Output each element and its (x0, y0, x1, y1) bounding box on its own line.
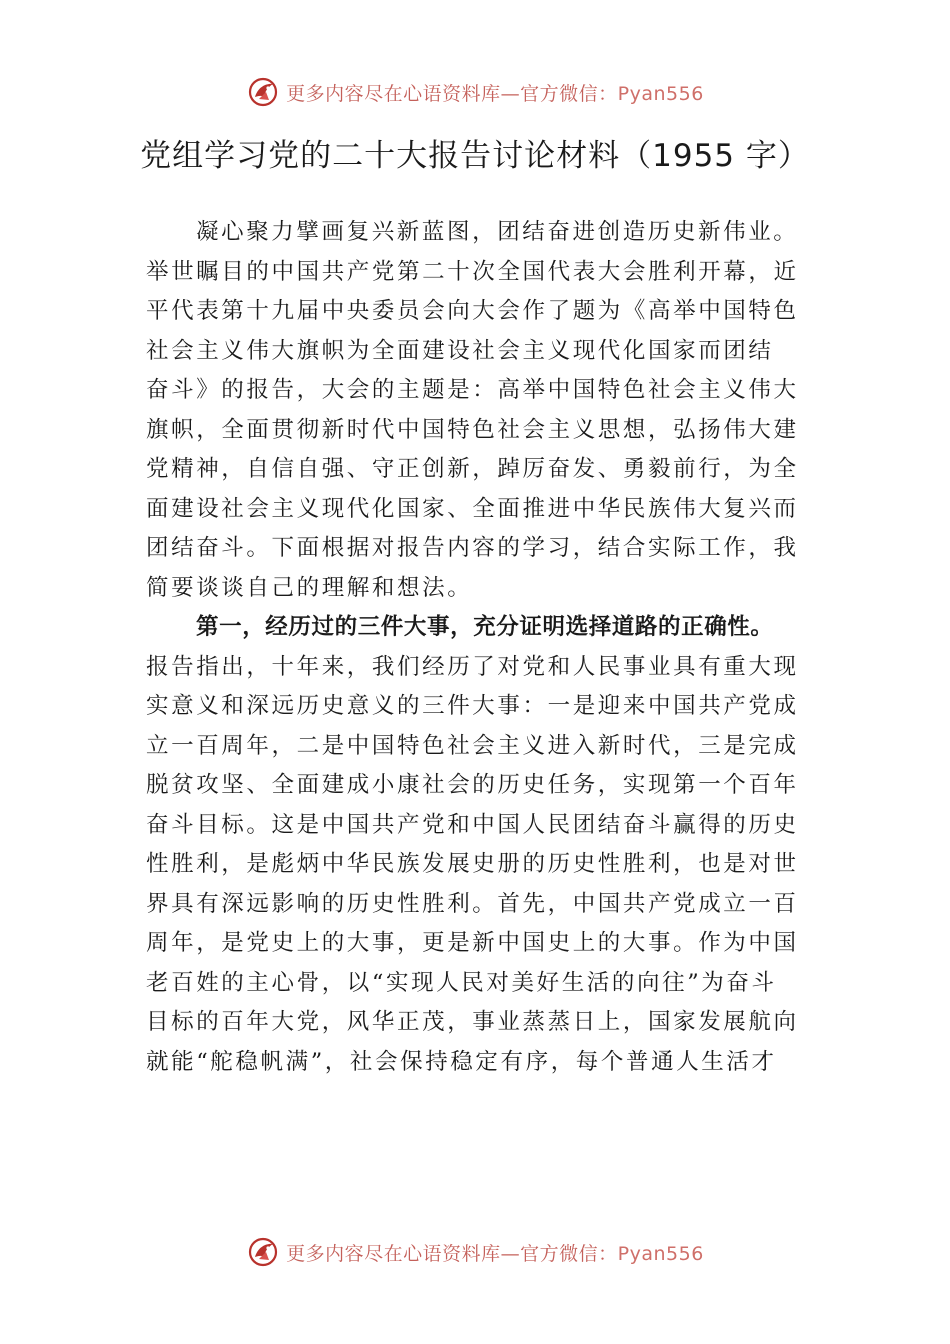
section-heading: 第一，经历过的三件大事，充分证明选择道路的正确性。 (196, 614, 774, 640)
paragraph-line: 凝心聚力擘画复兴新蓝图，团结奋进创造历史新伟业。 (196, 219, 799, 245)
paragraph-line: 平代表第十九届中央委员会向大会作了题为《高举中国特色 (146, 298, 799, 324)
paragraph-line: 奋斗》的报告，大会的主题是：高举中国特色社会主义伟大 (146, 377, 799, 403)
wechat-id: Pyan556 (617, 82, 704, 105)
banner-text (286, 79, 704, 106)
paragraph-line: 奋斗目标。这是中国共产党和中国人民团结奋斗赢得的历史 (146, 811, 799, 838)
paragraph-line: 立一百周年，二是中国特色社会主义进入新时代，三是完成 (146, 732, 799, 759)
banner-slogan: 更多内容尽在心语资料库—官方微信： (286, 1242, 618, 1265)
paragraph-line: 脱贫攻坚、全面建成小康社会的历史任务，实现第一个百年 (146, 772, 799, 798)
banner-slogan: 更多内容尽在心语资料库—官方微信： (286, 82, 618, 105)
header-banner (0, 72, 950, 112)
banner-text (286, 1239, 704, 1266)
paragraph-line: 就能“舵稳帆满”，社会保持稳定有序，每个普通人生活才 (146, 1048, 777, 1075)
paragraph-line: 界具有深远影响的历史性胜利。首先，中国共产党成立一百 (146, 890, 799, 917)
phoenix-logo-icon (246, 75, 280, 109)
paragraph-line: 社会主义伟大旗帜为全面建设社会主义现代化国家而团结 (146, 337, 774, 364)
paragraph-line: 报告指出，十年来，我们经历了对党和人民事业具有重大现 (146, 653, 799, 680)
paragraph-line: 周年，是党史上的大事，更是新中国史上的大事。作为中国 (146, 930, 799, 956)
paragraph-line: 目标的百年大党，风华正茂，事业蒸蒸日上，国家发展航向 (146, 1009, 799, 1035)
paragraph-line: 旗帜，全面贯彻新时代中国特色社会主义思想，弘扬伟大建 (146, 416, 799, 443)
paragraph-line: 举世瞩目的中国共产党第二十次全国代表大会胜利开幕，近 (146, 258, 799, 285)
paragraph-line: 党精神，自信自强、守正创新，踔厉奋发、勇毅前行，为全 (146, 456, 799, 482)
paragraph-line: 简要谈谈自己的理解和想法。 (146, 574, 473, 601)
paragraph-line: 实意义和深远历史意义的三件大事：一是迎来中国共产党成 (146, 693, 799, 719)
footer-banner (0, 1232, 950, 1272)
paragraph-line: 老百姓的主心骨，以“实现人民对美好生活的向往”为奋斗 (146, 969, 777, 996)
wechat-id: Pyan556 (617, 1242, 704, 1265)
paragraph-line: 性胜利，是彪炳中华民族发展史册的历史性胜利，也是对世 (146, 851, 799, 877)
paragraph-line: 团结奋斗。下面根据对报告内容的学习，结合实际工作，我 (146, 535, 799, 561)
document-body (146, 213, 816, 1082)
document-title: 党组学习党的二十大报告讨论材料（1955 字） (140, 138, 810, 174)
paragraph-line: 面建设社会主义现代化国家、全面推进中华民族伟大复兴而 (146, 495, 799, 522)
phoenix-logo-icon (246, 1235, 280, 1269)
